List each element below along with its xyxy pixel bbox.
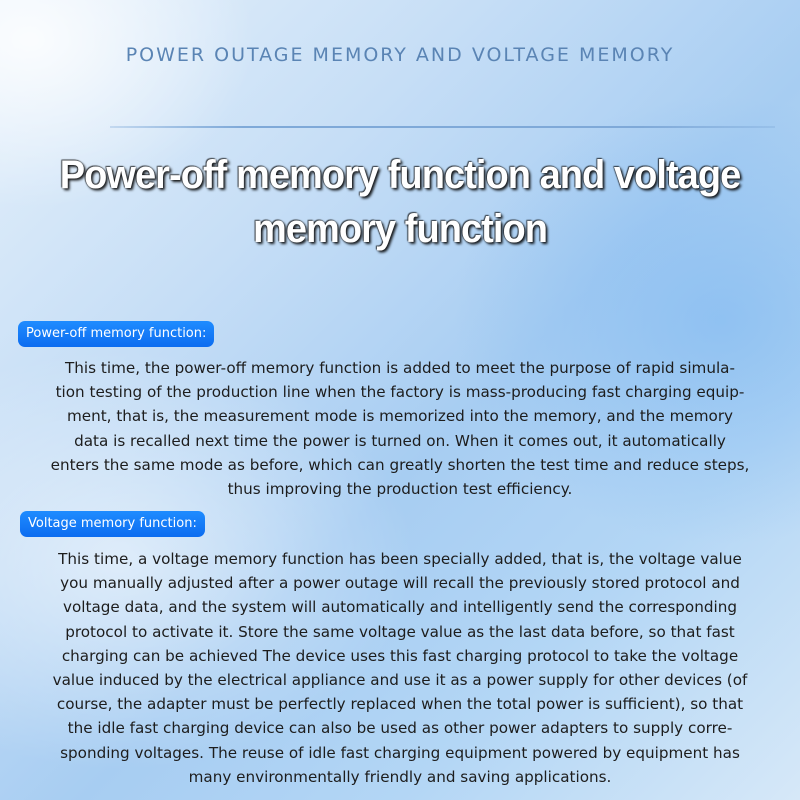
text-line: charging can be achieved The device uses this fast charging protocol to take the voltage	[61, 646, 739, 665]
text-line: tion testing of the production line when the factory is mass-producing fast charging equip-	[55, 383, 745, 402]
page-title-line-1: Power-off memory function and voltage	[59, 153, 741, 197]
text-line: value induced by the electrical appliance and use it as a power supply for other devices (of	[52, 671, 748, 690]
text-line: ment, that is, the measurement mode is memorized into the memory, and the memory	[66, 407, 734, 426]
power-off-memory-badge: Power-off memory function:	[18, 321, 214, 347]
text-line: This time, a voltage memory function has been specially added, that is, the voltage value	[58, 550, 742, 568]
text-line: course, the adapter must be perfectly replaced when the total power is sufficient), so that	[56, 695, 744, 714]
page-title-line-2: memory function	[252, 207, 547, 251]
section-subtitle: POWER OUTAGE MEMORY AND VOLTAGE MEMORY	[125, 44, 675, 66]
voltage-memory-badge: Voltage memory function:	[20, 511, 205, 537]
voltage-memory-description	[12, 547, 788, 789]
text-line: the idle fast charging device can also be used as other power adapters to supply corre-	[67, 719, 733, 738]
text-line: many environmentally friendly and saving applications.	[188, 767, 612, 786]
text-line: protocol to activate it. Store the same voltage value as the last data before, so that fast	[65, 622, 735, 641]
text-line: sponding voltages. The reuse of idle fast charging equipment powered by equipment has	[60, 743, 740, 762]
page-title	[39, 148, 761, 256]
text-line: This time, the power-off memory function is added to meet the purpose of rapid simula-	[65, 359, 735, 377]
text-line: enters the same mode as before, which can greatly shorten the test time and reduce steps,	[50, 455, 750, 474]
text-line: thus improving the production test efficiency.	[227, 480, 573, 499]
power-off-memory-description	[12, 356, 788, 501]
text-line: voltage data, and the system will automatically and intelligently send the corresponding	[63, 598, 737, 617]
text-line: you manually adjusted after a power outage will recall the previously stored protocol and	[60, 574, 740, 593]
text-line: data is recalled next time the power is turned on. When it comes out, it automatically	[74, 431, 726, 450]
header-divider	[110, 126, 775, 128]
